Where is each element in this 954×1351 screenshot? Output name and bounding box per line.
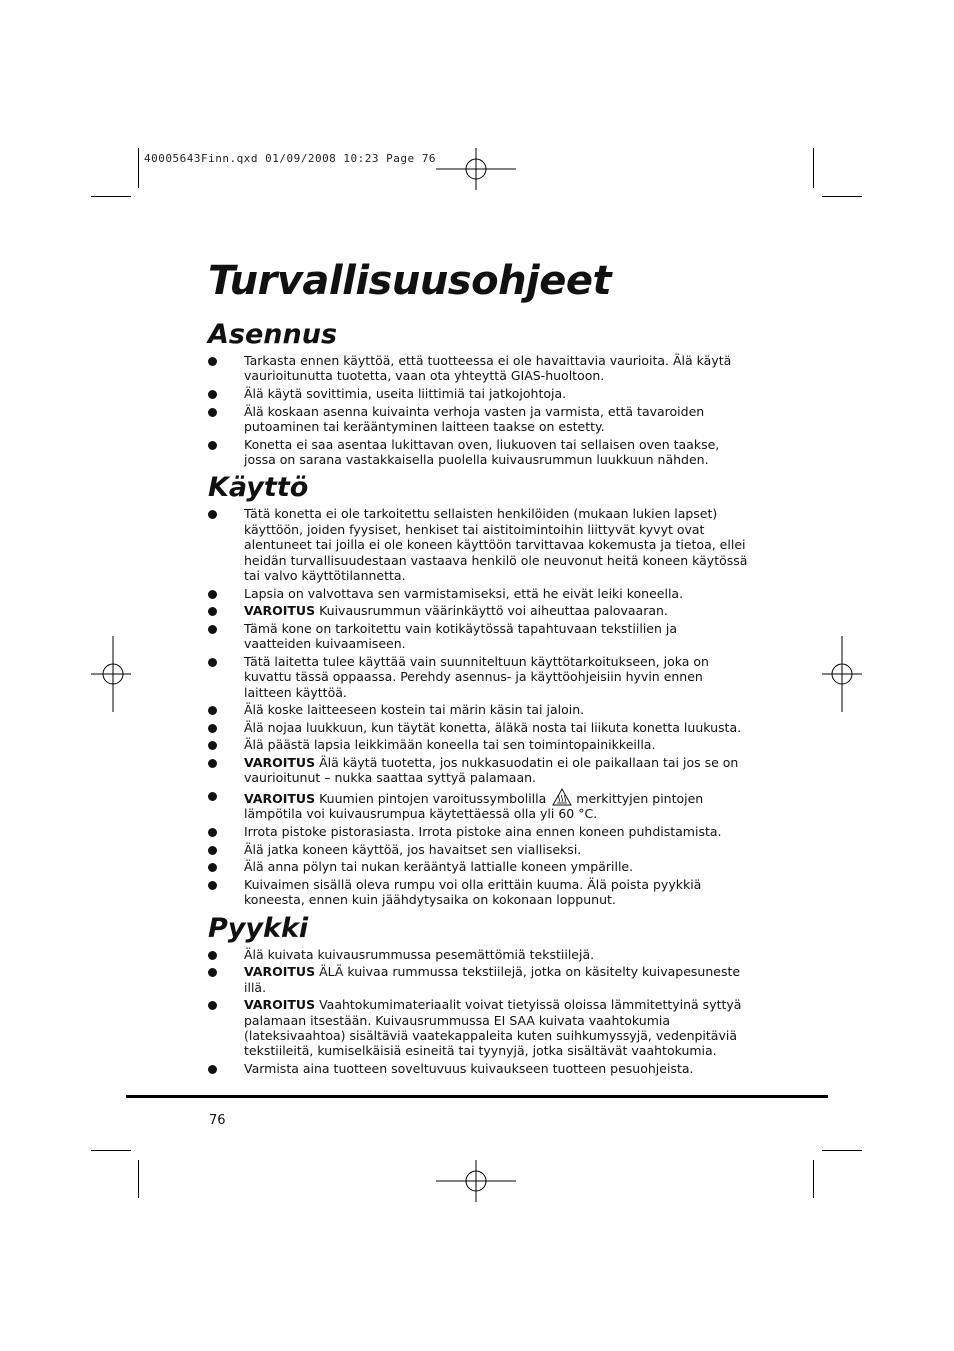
item-text: Älä koske laitteeseen kostein tai märin käsin tai jaloin. bbox=[244, 702, 585, 718]
crop-mark bbox=[91, 196, 131, 197]
crop-mark bbox=[813, 148, 814, 188]
item-text: Älä anna pölyn tai nukan kerääntyä lattialle koneen ympärille. bbox=[244, 859, 634, 875]
item-text: Irrota pistoke pistorasiasta. Irrota pistoke aina ennen koneen puhdistamista. bbox=[244, 824, 722, 839]
section-heading: Pyykki bbox=[208, 912, 309, 944]
bullet-icon bbox=[208, 607, 217, 616]
bullet-icon bbox=[208, 390, 217, 399]
bullet-icon bbox=[208, 792, 217, 801]
bullet-icon bbox=[208, 590, 217, 599]
warning-label: VAROITUS bbox=[244, 791, 316, 806]
section-asennus bbox=[208, 318, 748, 467]
bullet-icon bbox=[208, 357, 217, 366]
list-item bbox=[208, 788, 748, 822]
bullet-icon bbox=[208, 706, 217, 715]
item-text: Varmista aina tuotteen soveltuvuus kuivaukseen tuotteen pesuohjeista. bbox=[244, 1061, 694, 1076]
warning-label: VAROITUS bbox=[244, 997, 316, 1013]
content bbox=[208, 318, 748, 1079]
bullet-icon bbox=[208, 863, 217, 872]
list-item bbox=[208, 603, 748, 618]
item-text-after: merkittyjen pintojen lämpötila voi kuivausrumpua käytettäessä olla yli 60 °C. bbox=[244, 791, 704, 822]
bullet-list bbox=[208, 353, 748, 467]
list-item bbox=[208, 1061, 748, 1076]
list-item bbox=[208, 654, 748, 700]
list-item bbox=[208, 947, 748, 962]
bullet-icon bbox=[208, 951, 217, 960]
section-kaytto bbox=[208, 471, 748, 907]
crop-mark bbox=[813, 1160, 814, 1198]
footer-rule bbox=[126, 1095, 828, 1098]
list-item bbox=[208, 859, 748, 874]
bullet-icon bbox=[208, 658, 217, 667]
list-item bbox=[208, 720, 748, 735]
list-item bbox=[208, 404, 748, 435]
registration-mark-bottom bbox=[436, 1160, 516, 1202]
hot-surface-warning-icon bbox=[552, 788, 572, 806]
item-text: Älä käytä tuotetta, jos nukkasuodatin ei ole paikallaan tai jos se on vaurioitunut – nukka saattaa syttyä palamaan. bbox=[244, 755, 739, 786]
registration-mark-right bbox=[822, 636, 862, 712]
crop-mark bbox=[91, 1150, 131, 1151]
list-item bbox=[208, 506, 748, 583]
list-item bbox=[208, 824, 748, 839]
bullet-icon bbox=[208, 828, 217, 837]
bullet-icon bbox=[208, 741, 217, 750]
crop-mark bbox=[822, 196, 862, 197]
bullet-icon bbox=[208, 759, 217, 768]
item-text: Älä nojaa luukkuun, kun täytät konetta, äläkä nosta tai liikuta konetta luukusta. bbox=[244, 719, 742, 735]
item-text: Kuumien pintojen varoitussymbolilla bbox=[319, 791, 547, 806]
list-item bbox=[208, 621, 748, 652]
warning-label: VAROITUS bbox=[244, 964, 316, 980]
list-item bbox=[208, 586, 748, 601]
list-item bbox=[208, 842, 748, 857]
item-text: Älä käytä sovittimia, useita liittimiä tai jatkojohtoja. bbox=[244, 386, 567, 401]
warning-label: VAROITUS bbox=[244, 603, 316, 619]
item-text: Tätä konetta ei ole tarkoitettu sellaisten henkilöiden (mukaan lukien lapset) käyttöön, joiden fyysiset, henkiset tai aistitoimintoihin liittyvät kyvyt ovat alentuneet tai joilla ei ole koneen käyttöön tarvittavaa kokemusta ja tietoa, ellei heidän turvallisuudestaan vastaava henkilö ole neuvonut heitä koneen käytössä tai valvo käyttötilannetta. bbox=[244, 506, 748, 584]
item-text: Konetta ei saa asentaa lukittavan oven, liukuoven tai sellaisen oven taakse, jossa on sarana vastakkaisella puolella kuivausrummun luukkuun nähden. bbox=[244, 436, 720, 467]
list-item bbox=[208, 877, 748, 908]
item-text: Kuivaimen sisällä oleva rumpu voi olla erittäin kuuma. Älä poista pyykkiä koneesta, ennen kuin jäähdytysaika on kokonaan loppunut. bbox=[244, 876, 702, 908]
registration-mark-left bbox=[91, 636, 131, 712]
crop-mark bbox=[138, 148, 139, 188]
list-item bbox=[208, 702, 748, 717]
section-heading: Asennus bbox=[208, 319, 338, 350]
item-text: Vaahtokumimateriaalit voivat tietyissä oloissa lämmitettyinä syttyä palamaan itsestään. Kuivausrummussa EI SAA kuivata vaahtokumia (lateksivaahtoa) sisältäviä vaatekappaleita kuten suihkumyssyjä, vedenpitäviä tekstiileitä, kumiselkäisiä esineitä tai tyynyjä, jotka sisältävät vaahtokumia. bbox=[244, 997, 742, 1059]
bullet-icon bbox=[208, 441, 217, 450]
item-text: Tätä laitetta tulee käyttää vain suunniteltuun käyttötarkoitukseen, joka on kuvattu tässä oppaassa. Perehdy asennus- ja käyttöohjeisiin hyvin ennen laitteen käyttöä. bbox=[244, 653, 709, 700]
item-text: Lapsia on valvottava sen varmistamiseksi, että he eivät leiki koneella. bbox=[244, 585, 684, 601]
item-text: Älä jatka koneen käyttöä, jos havaitset sen vialliseksi. bbox=[244, 841, 582, 857]
page-title: Turvallisuusohjeet bbox=[208, 258, 612, 304]
print-slug: 40005643Finn.qxd 01/09/2008 10:23 Page 76 bbox=[144, 152, 437, 165]
bullet-icon bbox=[208, 968, 217, 977]
bullet-icon bbox=[208, 1001, 217, 1010]
item-text: Älä koskaan asenna kuivainta verhoja vasten ja varmista, että tavaroiden putoaminen tai kerääntyminen laitteen taakse on estetty. bbox=[244, 403, 705, 434]
list-item bbox=[208, 997, 748, 1059]
section-heading: Käyttö bbox=[208, 472, 309, 504]
list-item bbox=[208, 737, 748, 752]
item-text: Tarkasta ennen käyttöä, että tuotteessa ei ole havaittavia vaurioita. Älä käytä vaurioitunutta tuotetta, vaan ota yhteyttä GIAS-huoltoon. bbox=[244, 353, 732, 384]
list-item bbox=[208, 964, 748, 995]
list-item bbox=[208, 755, 748, 786]
page-number: 76 bbox=[209, 1113, 226, 1128]
item-text: Kuivausrummun väärinkäyttö voi aiheuttaa palovaaran. bbox=[319, 603, 668, 619]
bullet-icon bbox=[208, 510, 217, 519]
bullet-list bbox=[208, 506, 748, 907]
warning-label: VAROITUS bbox=[244, 755, 316, 770]
bullet-icon bbox=[208, 1065, 217, 1074]
list-item bbox=[208, 437, 748, 468]
bullet-icon bbox=[208, 881, 217, 890]
bullet-icon bbox=[208, 724, 217, 733]
bullet-icon bbox=[208, 846, 217, 855]
crop-mark bbox=[822, 1150, 862, 1151]
item-text: Älä kuivata kuivausrummussa pesemättömiä tekstiilejä. bbox=[244, 946, 595, 962]
item-text: Älä päästä lapsia leikkimään koneella tai sen toimintopainikkeilla. bbox=[244, 737, 656, 753]
registration-mark-top bbox=[436, 148, 516, 190]
list-item bbox=[208, 386, 748, 401]
section-pyykki bbox=[208, 912, 748, 1077]
bullet-icon bbox=[208, 408, 217, 417]
crop-mark bbox=[138, 1160, 139, 1198]
item-text: Tämä kone on tarkoitettu vain kotikäytössä tapahtuvaan tekstiilien ja vaatteiden kuivaamiseen. bbox=[244, 620, 678, 652]
list-item bbox=[208, 353, 748, 384]
bullet-list bbox=[208, 947, 748, 1077]
item-text: ÄLÄ kuivaa rummussa tekstiilejä, jotka on käsitelty kuivapesuneste illä. bbox=[244, 964, 741, 995]
bullet-icon bbox=[208, 625, 217, 634]
